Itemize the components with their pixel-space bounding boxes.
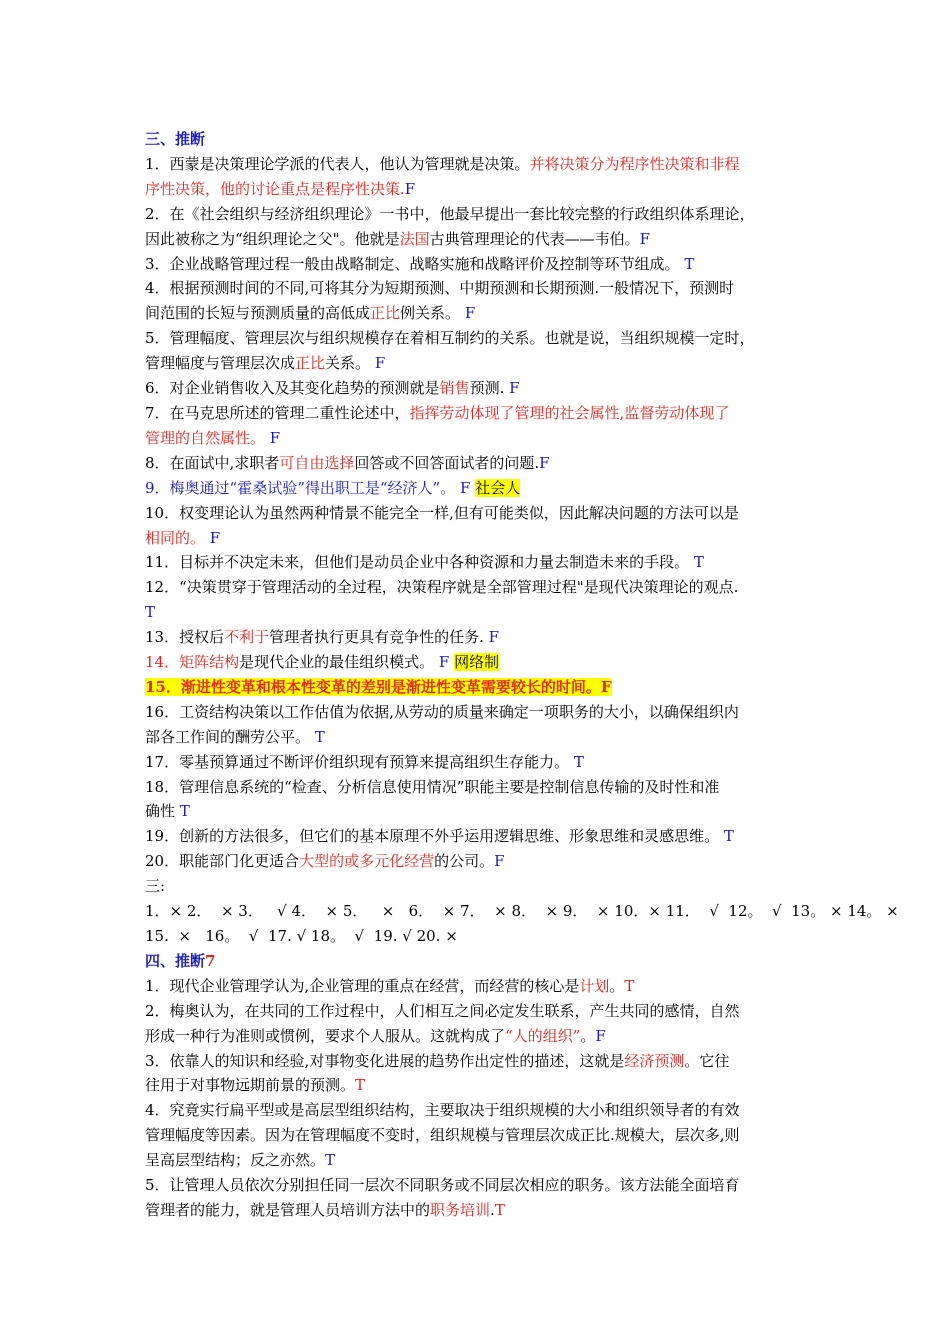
q7-answer: F	[269, 428, 281, 447]
p4-line-3: 呈高层型结构；反之亦然。T	[145, 1151, 336, 1170]
q9-highlight-note: 社会人	[475, 478, 521, 497]
q11-answer: T	[693, 553, 704, 572]
q20-line-1: 20．职能部门化更适合大型的或多元化经营的公司。F	[145, 852, 505, 871]
q1-line-2: 序性决策，他的讨论重点是程序性决策.F	[145, 179, 416, 198]
q16-line-2: 部各工作间的酬劳公平。 T	[145, 727, 325, 746]
q15-line-1: 15．渐进性变革和根本性变革的差别是渐进性变革需要较长的时间。F	[145, 677, 612, 696]
q9-answer: F	[460, 478, 471, 497]
q8-answer: F	[539, 453, 550, 472]
q12-answer: T	[145, 603, 156, 622]
section-3-title: 三、推断	[145, 130, 206, 148]
q10-line-2: 相同的。 F	[145, 528, 221, 547]
p4-answer: T	[325, 1151, 336, 1170]
q3-answer: T	[684, 254, 695, 273]
q2-line-1: 2．在《社会组织与经济组织理论》一书中，他最早提出一套比较完整的行政组织体系理论，	[145, 204, 755, 223]
q18-answer: T	[179, 802, 190, 821]
q10-answer: F	[209, 528, 221, 547]
q16-line-1: 16．工资结构决策以工作估值为依据,从劳动的质量来确定一项职务的大小，以确保组织内	[145, 702, 739, 721]
p1-answer: T	[624, 976, 635, 995]
q14-answer: F	[438, 653, 450, 672]
q1-line-1: 1．西蒙是决策理论学派的代表人，他认为管理就是决策。并将决策分为程序性决策和非程	[145, 154, 740, 173]
q5-line-2: 管理幅度与管理层次成正比关系。 F	[145, 354, 386, 373]
q12-line-2	[145, 600, 812, 625]
p3-answer: T	[355, 1076, 366, 1095]
p4-line-2: 管理幅度等因素。因为在管理幅度不变时，组织规模与管理层次成正比.规模大，层次多,则	[145, 1126, 740, 1145]
p5-answer: T	[494, 1200, 505, 1219]
q6-line-1: 6．对企业销售收入及其变化趋势的预测就是销售预测. F	[145, 379, 520, 398]
q18-line-1: 18．管理信息系统的“检查、分析信息使用情况”职能主要是控制信息传输的及时性和准	[145, 777, 720, 796]
q4-answer: F	[464, 304, 476, 323]
p3-line-2: 往用于对事物远期前景的预测。T	[145, 1076, 366, 1095]
q2-answer: F	[639, 229, 651, 248]
q7-line-1: 7．在马克思所述的管理二重性论述中，指挥劳动体现了管理的社会属性,监督劳动体现了	[145, 403, 730, 422]
q10-line-1: 10．权变理论认为虽然两种情景不能完全一样,但有可能类似，因此解决问题的方法可以是	[145, 503, 739, 522]
q3-line-1: 3．企业战略管理过程一般由战略制定、战略实施和战略评价及控制等环节组成。 T	[145, 254, 695, 273]
q1-answer: F	[404, 179, 416, 198]
p5-line-1: 5．让管理人员依次分别担任同一层次不同职务或不同层次相应的职务。该方法能全面培育	[145, 1176, 740, 1195]
q5-answer: F	[374, 354, 386, 373]
q6-answer: F	[509, 379, 520, 398]
p2-line-1: 2．梅奥认为，在共同的工作过程中，人们相互之间必定发生联系，产生共同的感情，自然	[145, 1001, 740, 1020]
q4-line-2: 间范围的长短与预测质量的高低成正比例关系。 F	[145, 304, 476, 323]
q13-line-1: 13．授权后不利于管理者执行更具有竞争性的任务. F	[145, 628, 500, 647]
p3-line-1: 3．依靠人的知识和经验,对事物变化进展的趋势作出定性的描述，这就是经济预测。它往	[145, 1051, 730, 1070]
q16-answer: T	[314, 727, 325, 746]
q13-answer: F	[488, 628, 500, 647]
q14-highlight-note: 网络制	[454, 653, 500, 672]
answer-key-line-1: 1．× 2． × 3． √ 4． × 5． × 6． × 7． × 8． × 9． × 10．× 11． √ 12。 √ 13。 × 14。 ×	[145, 902, 899, 921]
q7-line-2: 管理的自然属性。 F	[145, 428, 281, 447]
answer-key-label: 三:	[145, 877, 166, 896]
q18-line-2: 确性 T	[145, 802, 190, 821]
q4-line-1: 4．根据预测时间的不同,可将其分为短期预测、中期预测和长期预测.一般情况下，预测时	[145, 279, 735, 298]
q19-line-1: 19．创新的方法很多，但它们的基本原理不外乎运用逻辑思维、形象思维和灵感思维。 T	[145, 827, 734, 846]
q12-line-1: 12．“决策贯穿于管理活动的全过程，决策程序就是全部管理过程"是现代决策理论的观点.	[145, 578, 739, 597]
p1-line-1: 1．现代企业管理学认为,企业管理的重点在经营，而经营的核心是计划。T	[145, 976, 635, 995]
q20-answer: F	[494, 852, 505, 871]
q14-line-1: 14．矩阵结构是现代企业的最佳组织模式。 F 网络制	[145, 653, 500, 672]
q9-line-1: 9．梅奥通过“霍桑试验”得出职工是“经济人”。 F 社会人	[145, 478, 521, 497]
q19-answer: T	[723, 827, 734, 846]
q8-line-1: 8．在面试中,求职者可自由选择回答或不回答面试者的问题.F	[145, 453, 550, 472]
q5-line-1: 5．管理幅度、管理层次与组织规模存在着相互制约的关系。也就是说，当组织规模一定时，	[145, 329, 755, 348]
p2-line-2: 形成一种行为准则或惯例，要求个人服从。这就构成了“人的组织”。F	[145, 1026, 606, 1045]
q17-answer: T	[573, 752, 584, 771]
p2-answer: F	[595, 1026, 606, 1045]
p5-line-2: 管理者的能力，就是管理人员培训方法中的职务培训.T	[145, 1200, 505, 1219]
answer-key-line-2: 15. × 16。 √ 17. √ 18。 √ 19. √ 20. ×	[145, 927, 458, 945]
q11-line-1: 11．目标并不决定未来，但他们是动员企业中各种资源和力量去制造未来的手段。 T	[145, 553, 704, 572]
q2-line-2: 因此被称之为“组织理论之父"。他就是法国古典管理理论的代表——韦伯。F	[145, 229, 651, 248]
document-body	[145, 127, 899, 1223]
q17-line-1: 17．零基预算通过不断评价组织现有预算来提高组织生存能力。 T	[145, 752, 584, 771]
section-4-title: 四、推断7	[145, 951, 216, 970]
p4-line-1: 4．究竟实行扁平型或是高层型组织结构，主要取决于组织规模的大小和组织领导者的有效	[145, 1101, 740, 1120]
